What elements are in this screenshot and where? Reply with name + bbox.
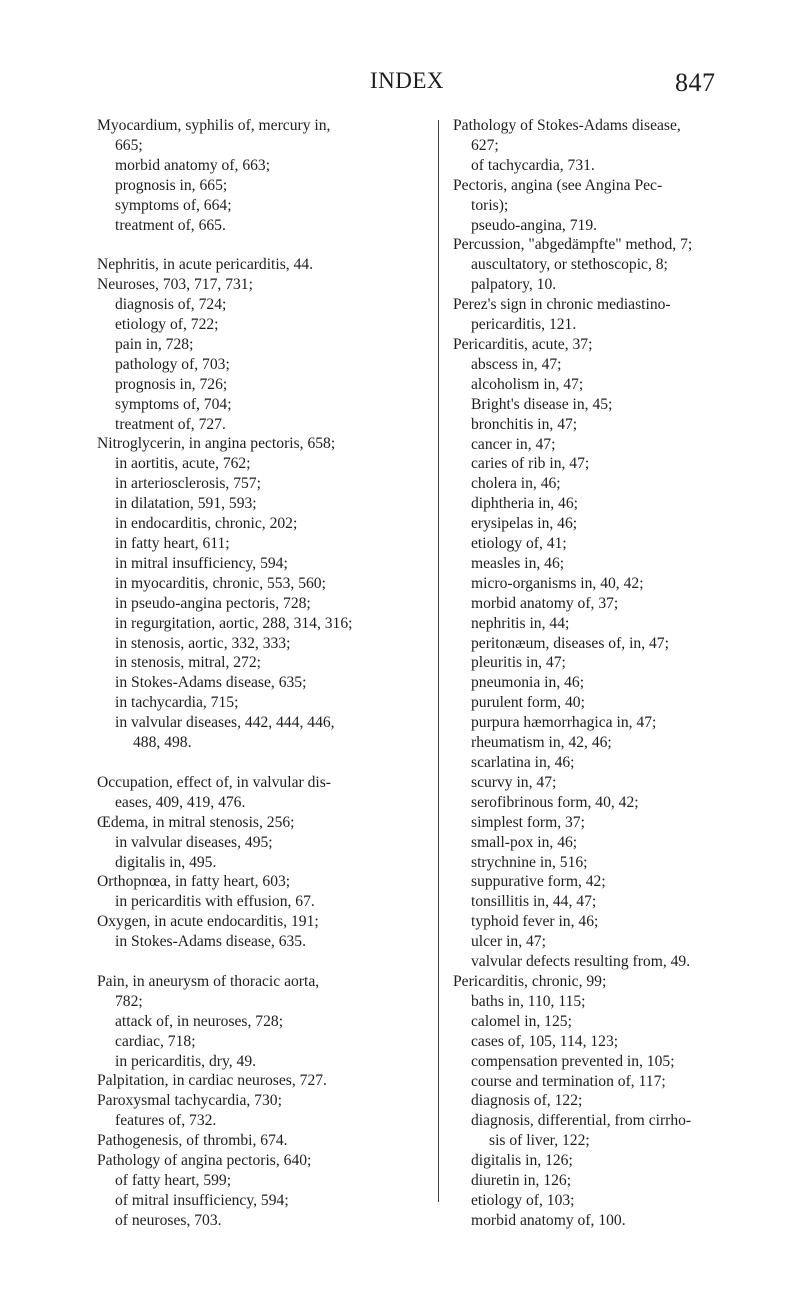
index-subentry: in stenosis, mitral, 272; [115, 654, 261, 672]
page-number: 847 [675, 68, 716, 97]
index-subentry: compensation prevented in, 105; [471, 1052, 675, 1070]
index-entry: Nitroglycerin, in angina pectoris, 658; [97, 435, 336, 453]
index-subentry: morbid anatomy of, 100. [471, 1211, 626, 1229]
index-subentry: baths in, 110, 115; [471, 992, 586, 1010]
index-entry: Oxygen, in acute endocarditis, 191; [97, 913, 319, 931]
index-subentry: of tachycardia, 731. [471, 156, 595, 174]
entry-gap [97, 952, 427, 972]
index-entry: Orthopnœa, in fatty heart, 603; [97, 873, 291, 891]
index-subentry: pain in, 728; [115, 335, 194, 353]
index-subentry: cases of, 105, 114, 123; [471, 1032, 619, 1050]
index-subentry: in pericarditis with effusion, 67. [115, 893, 315, 911]
index-subentry: prognosis in, 726; [115, 375, 228, 393]
index-subentry: nephritis in, 44; [471, 614, 570, 632]
index-subentry: in dilatation, 591, 593; [115, 495, 257, 513]
index-subentry: features of, 732. [115, 1112, 217, 1130]
index-subentry: bronchitis in, 47; [471, 415, 578, 433]
index-subentry: in regurgitation, aortic, 288, 314, 316; [115, 614, 353, 632]
index-subentry: in aortitis, acute, 762; [115, 455, 251, 473]
entry-gap [97, 753, 427, 773]
index-subentry: in valvular diseases, 495; [115, 833, 273, 851]
index-subentry: etiology of, 103; [471, 1191, 575, 1209]
index-subentry: in pseudo-angina pectoris, 728; [115, 594, 311, 612]
index-entry: Pathology of Stokes-Adams disease, [453, 117, 681, 134]
index-subentry: palpatory, 10. [471, 276, 557, 294]
running-head [0, 68, 800, 98]
index-subentry: pathology of, 703; [115, 355, 230, 373]
index-subentry: simplest form, 37; [471, 813, 585, 831]
index-subentry: digitalis in, 495. [115, 853, 217, 871]
index-subentry-continuation: 488, 498. [133, 734, 192, 752]
index-column-right [453, 116, 783, 1231]
index-subentry: cardiac, 718; [115, 1032, 196, 1050]
index-entry: Occupation, effect of, in valvular dis- [97, 773, 331, 791]
index-subentry: suppurative form, 42; [471, 873, 606, 891]
index-subentry: of fatty heart, 599; [115, 1171, 232, 1189]
index-entry: Pain, in aneurysm of thoracic aorta, [97, 972, 320, 990]
index-subentry: course and termination of, 117; [471, 1072, 666, 1090]
index-entry: Nephritis, in acute pericarditis, 44. [97, 256, 314, 274]
index-subentry: pseudo-angina, 719. [471, 216, 598, 234]
index-entry-continuation: pericarditis, 121. [471, 316, 577, 334]
index-subentry: tonsillitis in, 44, 47; [471, 893, 597, 911]
index-subentry: symptoms of, 704; [115, 395, 232, 413]
index-subentry: attack of, in neuroses, 728; [115, 1012, 284, 1030]
index-subentry: pleuritis in, 47; [471, 654, 566, 672]
index-entry: Pathogenesis, of thrombi, 674. [97, 1132, 288, 1150]
index-subentry: rheumatism in, 42, 46; [471, 734, 612, 752]
index-subentry: cholera in, 46; [471, 475, 561, 493]
index-subentry: prognosis in, 665; [115, 176, 228, 194]
index-entry: Percussion, "abgedämpfte" method, 7; [453, 236, 693, 254]
index-subentry: caries of rib in, 47; [471, 455, 590, 473]
index-subentry: in Stokes-Adams disease, 635; [115, 674, 307, 692]
index-entry: Œdema, in mitral stenosis, 256; [97, 813, 295, 831]
index-subentry: pneumonia in, 46; [471, 674, 585, 692]
index-subentry: in stenosis, aortic, 332, 333; [115, 634, 291, 652]
index-subentry: morbid anatomy of, 37; [471, 594, 619, 612]
index-subentry: diuretin in, 126; [471, 1172, 572, 1190]
index-subentry: etiology of, 41; [471, 535, 567, 553]
index-entry-continuation: eases, 409, 419, 476. [115, 793, 246, 811]
index-subentry-continuation: sis of liver, 122; [489, 1132, 590, 1150]
index-subentry: erysipelas in, 46; [471, 515, 578, 533]
index-subentry: in pericarditis, dry, 49. [115, 1052, 257, 1070]
index-subentry: scurvy in, 47; [471, 773, 557, 791]
index-subentry: of mitral insufficiency, 594; [115, 1191, 289, 1209]
index-subentry: small-pox in, 46; [471, 833, 578, 851]
index-subentry: digitalis in, 126; [471, 1152, 573, 1170]
index-subentry: in mitral insufficiency, 594; [115, 554, 288, 572]
index-subentry: calomel in, 125; [471, 1012, 572, 1030]
index-subentry: in tachycardia, 715; [115, 694, 239, 712]
entry-gap [97, 235, 427, 255]
index-subentry: peritonæum, diseases of, in, 47; [471, 634, 669, 652]
index-subentry: abscess in, 47; [471, 355, 562, 373]
index-subentry: etiology of, 722; [115, 316, 219, 334]
index-entry: Pectoris, angina (see Angina Pec- [453, 176, 663, 194]
index-column-left [97, 116, 427, 1231]
index-subentry: cancer in, 47; [471, 435, 556, 453]
index-subentry: of neuroses, 703. [115, 1211, 222, 1229]
index-subentry: in endocarditis, chronic, 202; [115, 515, 298, 533]
index-entry: Myocardium, syphilis of, mercury in, [97, 117, 331, 134]
index-entry-continuation: 665; [115, 136, 143, 154]
page-title: INDEX [370, 68, 445, 93]
index-subentry: diagnosis, differential, from cirrho- [471, 1112, 692, 1130]
index-subentry: in arteriosclerosis, 757; [115, 475, 261, 493]
index-subentry: auscultatory, or stethoscopic, 8; [471, 256, 668, 274]
column-divider [438, 120, 439, 1202]
index-subentry: treatment of, 727. [115, 415, 226, 433]
index-subentry: diagnosis of, 122; [471, 1092, 583, 1110]
index-entry: Pericarditis, acute, 37; [453, 335, 593, 353]
index-entry-continuation: toris); [471, 196, 509, 214]
index-subentry: valvular defects resulting from, 49. [471, 953, 691, 971]
index-entry: Pericarditis, chronic, 99; [453, 972, 607, 990]
index-subentry: diagnosis of, 724; [115, 296, 227, 314]
index-subentry: in fatty heart, 611; [115, 535, 230, 553]
index-subentry: morbid anatomy of, 663; [115, 156, 271, 174]
index-entry: Pathology of angina pectoris, 640; [97, 1152, 312, 1170]
index-subentry: serofibrinous form, 40, 42; [471, 793, 639, 811]
index-subentry: typhoid fever in, 46; [471, 913, 599, 931]
index-subentry: in myocarditis, chronic, 553, 560; [115, 574, 326, 592]
index-subentry: diphtheria in, 46; [471, 495, 578, 513]
index-subentry: treatment of, 665. [115, 216, 226, 234]
index-entry-continuation: 627; [471, 136, 499, 154]
index-entry: Perez's sign in chronic mediastino- [453, 296, 671, 314]
index-subentry: strychnine in, 516; [471, 853, 588, 871]
index-subentry: micro-organisms in, 40, 42; [471, 574, 644, 592]
index-subentry: in Stokes-Adams disease, 635. [115, 933, 307, 951]
index-entry: Paroxysmal tachycardia, 730; [97, 1092, 282, 1110]
index-subentry: measles in, 46; [471, 554, 565, 572]
index-subentry: purpura hæmorrhagica in, 47; [471, 714, 657, 732]
index-entry-continuation: 782; [115, 992, 143, 1010]
index-subentry: purulent form, 40; [471, 694, 585, 712]
index-entry: Neuroses, 703, 717, 731; [97, 276, 253, 294]
index-subentry: scarlatina in, 46; [471, 754, 575, 771]
index-entry: Palpitation, in cardiac neuroses, 727. [97, 1072, 327, 1090]
index-subentry: Bright's disease in, 45; [471, 395, 613, 413]
index-subentry: symptoms of, 664; [115, 196, 232, 214]
index-subentry: ulcer in, 47; [471, 933, 546, 951]
index-subentry: in valvular diseases, 442, 444, 446, [115, 714, 335, 732]
index-subentry: alcoholism in, 47; [471, 375, 584, 393]
